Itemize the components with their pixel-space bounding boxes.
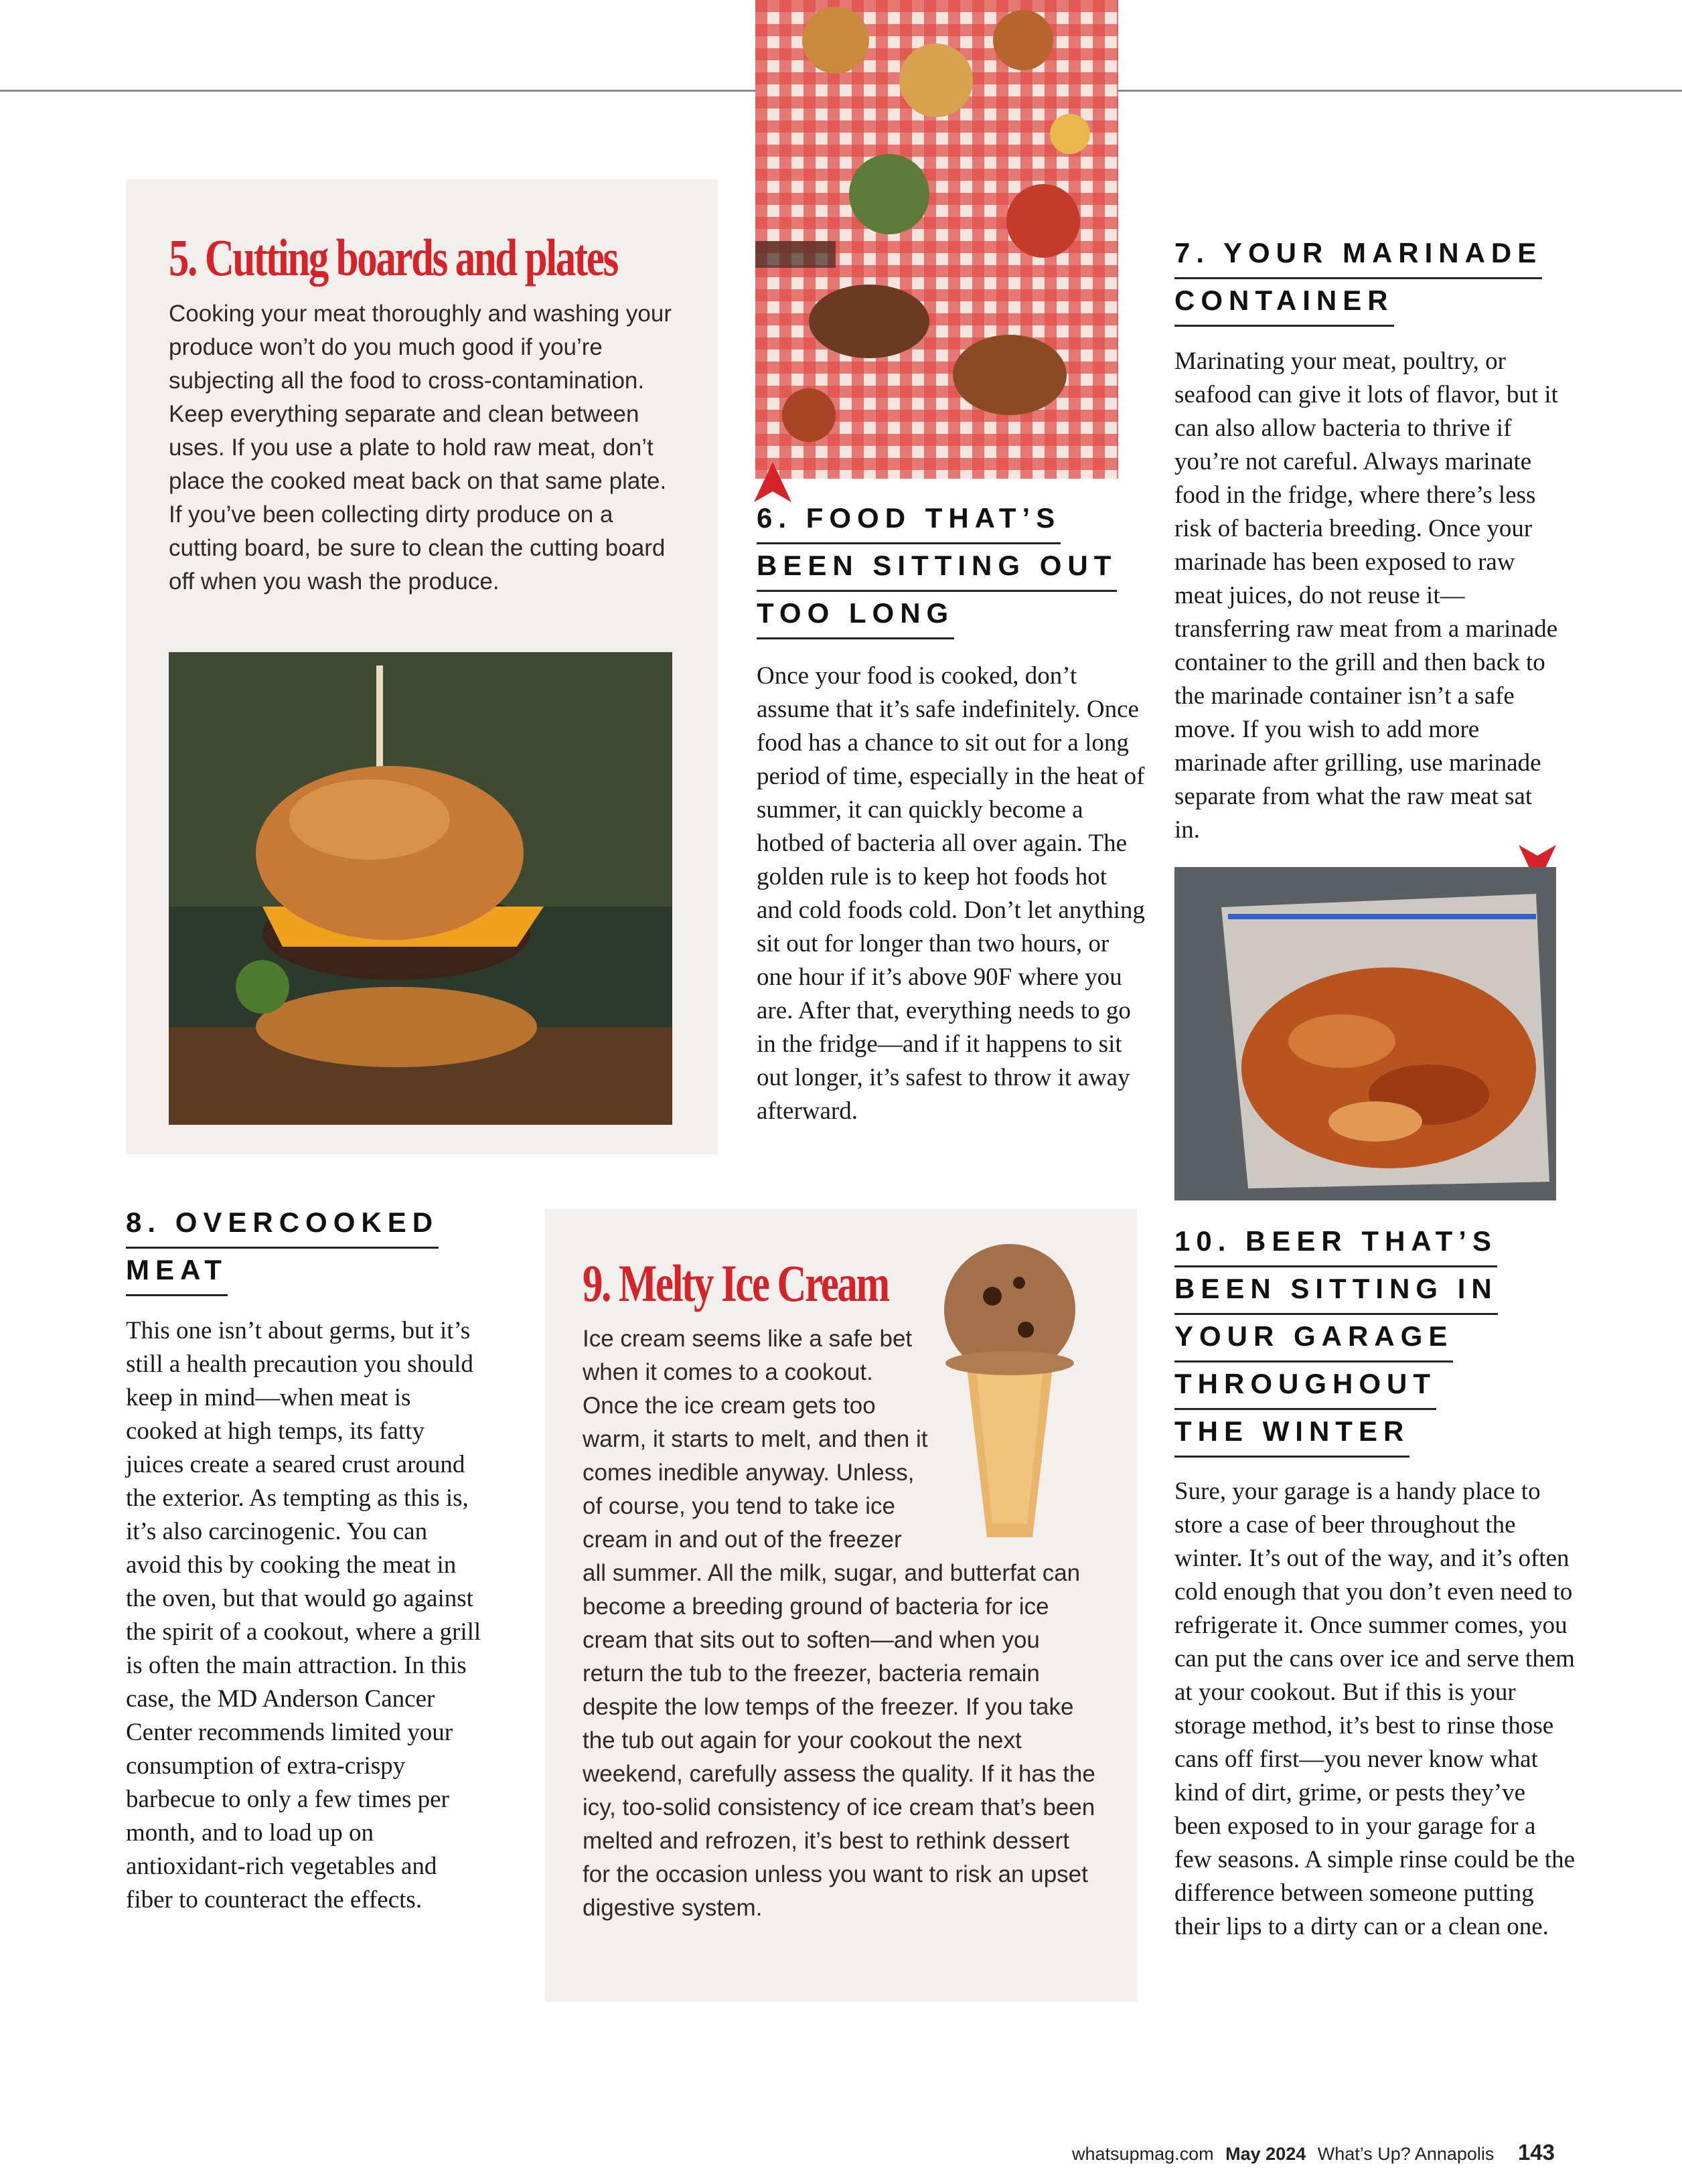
section10-heading-line: 10. BEER THAT’S [1174,1220,1497,1267]
marinade-bag-photo [1174,867,1556,1200]
picnic-table-photo [755,0,1118,479]
section6-heading-line: BEEN SITTING OUT [757,544,1117,592]
section7-heading-line: 7. YOUR MARINADE [1174,232,1542,279]
section9-body [583,1322,1098,1925]
section7-paragraph: Marinating your meat, poultry, or seafood can give it lots of flavor, but it can also allow bacteria to thrive if you’re not careful. Always marinate food in the fridge, where there’s less risk of bacteria breeding. Once your marinade has been exposed to raw meat juices, do not reuse it—transferring raw meat from a marinade container to the grill and then back to the marinade container isn’t a safe move. If you wish to add more marinade after grilling, use marinade separate from what the raw meat sat in. [1174,347,1558,844]
section7-heading [1174,232,1542,327]
section7-heading-line: CONTAINER [1174,279,1394,327]
section10-body [1174,1475,1576,1944]
section10-heading-line: YOUR GARAGE [1174,1315,1453,1362]
ice-cream-float-spacer [931,1322,1098,1543]
section6-heading [757,497,1117,639]
section10-heading-line: THROUGHOUT [1174,1362,1436,1410]
section8-heading-line: 8. OVERCOOKED [126,1201,439,1249]
footer-site: whatsupmag.com [1072,2144,1214,2164]
page-number: 143 [1517,2140,1555,2165]
section9-title: 9. Melty Ice Cream [583,1254,889,1312]
section9-text: Ice cream seems like a safe bet when it comes to a cookout. Once the ice cream gets too warm, it starts to melt, and then it comes inedible anyway. Unless, of course, you tend to take ice cream in and out of the freezer all summer. All the milk, sugar, and butterfat can become a breeding ground of bacteria for ice cream that sits out to soften—and when you return the tub to the freezer, bacteria remain despite the low temps of the freezer. If you take the tub out again for your cookout the next weekend, carefully assess the quality. If it has the icy, too-solid consistency of ice cream that’s been melted and refrozen, it’s best to rethink dessert for the occasion unless you want to risk an upset digestive system. [583,1326,1095,1921]
section7-body [1174,345,1563,847]
section5-body [169,297,684,599]
section10-heading-line: BEEN SITTING IN [1174,1267,1498,1315]
section8-paragraph: This one isn’t about germs, but it’s still a health precaution you should keep in mind—when meat is cooked at high temps, its fatty juices create a seared crust around the exterior. As tempting as this is, it’s also carcinogenic. You can avoid this by cooking the meat in the oven, but that would go against the spirit of a cookout, where a grill is often the main attraction. In this case, the MD Anderson Cancer Center recommends limited your consumption of extra-crispy barbecue to only a few times per month, and to load up on antioxidant-rich vegetables and fiber to counteract the effects. [126,1317,481,1914]
section6-heading-line: TOO LONG [757,592,954,639]
section8-heading [126,1201,439,1296]
section8-heading-line: MEAT [126,1249,228,1296]
section10-heading [1174,1220,1498,1458]
section9-paragraph [583,1322,1098,1925]
section10-paragraph: Sure, your garage is a handy place to store a case of beer throughout the winter. It’s out of the way, and it’s often cold enough that you don’t even need to refrigerate it. Once summer comes, you can put the cans over ice and serve them at your cookout. But if this is your storage method, it’s best to rinse those cans off first—you never know what kind of dirt, grime, or pests they’ve been exposed to in your garage for a few seasons. A simple rinse could be the difference between someone putting their lips to a dirty can or a clean one. [1174,1478,1576,1940]
page-footer [1072,2140,1561,2165]
section5-title: 5. Cutting boards and plates [169,228,617,287]
section6-paragraph: Once your food is cooked, don’t assume that it’s safe indefinitely. Once food has a chance to sit out for a long period of time, especially in the heat of summer, it can quickly become a hotbed of bacteria all over again. The golden rule is to keep hot foods hot and cold foods cold. Don’t let anything sit out for longer than two hours, or one hour if it’s above 90F where you are. After that, everything needs to go in the fridge—and if it happens to sit out longer, it’s safest to throw it away afterward. [757,662,1145,1125]
burger-photo [169,652,672,1125]
section5-paragraph: Cooking your meat thoroughly and washing your produce won’t do you much good if you’re subjecting all the food to cross-contamination. Keep everything separate and clean between uses. If you use a plate to hold raw meat, don’t place the cooked meat back on that same plate. If you’ve been collecting dirty produce on a cutting board, be sure to clean the cutting board off when you wash the produce. [169,301,672,595]
footer-publication: What’s Up? Annapolis [1317,2144,1495,2164]
section10-heading-line: THE WINTER [1174,1410,1409,1458]
section8-body [126,1314,487,1917]
section6-heading-line: 6. FOOD THAT’S [757,497,1061,544]
section6-body [757,659,1145,1128]
footer-issue: May 2024 [1225,2144,1306,2164]
